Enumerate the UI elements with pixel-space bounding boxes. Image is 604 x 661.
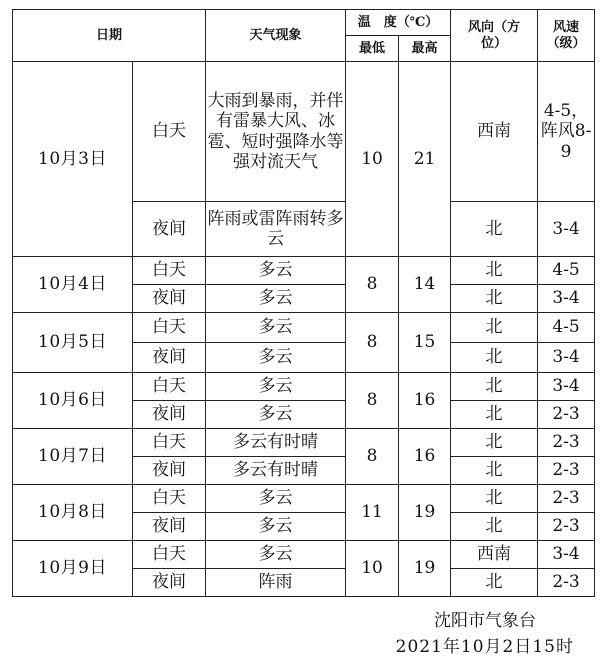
date-cell: 10月9日 <box>13 541 133 597</box>
period-night: 夜间 <box>133 202 206 257</box>
temp-max-cell: 19 <box>399 485 451 541</box>
wind-speed-cell: 2-3 <box>538 401 595 429</box>
period-night: 夜间 <box>133 343 206 373</box>
wind-direction-cell: 西南 <box>451 541 538 569</box>
forecast-table <box>12 9 595 597</box>
weather-cell: 多云 <box>206 343 346 373</box>
weather-cell: 多云 <box>206 257 346 285</box>
weather-cell: 多云 <box>206 541 346 569</box>
table-row <box>13 62 595 202</box>
period-day: 白天 <box>133 373 206 401</box>
wind-speed-cell: 3-4 <box>538 343 595 373</box>
wind-speed-cell: 2-3 <box>538 485 595 513</box>
period-night: 夜间 <box>133 285 206 313</box>
issue-time: 2021年10月2日15时 <box>395 637 574 657</box>
weather-cell: 多云 <box>206 373 346 401</box>
temp-max-cell: 21 <box>399 62 451 257</box>
wind-direction-cell: 北 <box>451 285 538 313</box>
wind-direction-cell: 北 <box>451 429 538 457</box>
wind-speed-cell: 2-3 <box>538 457 595 485</box>
wind-speed-cell: 4-5 <box>538 313 595 343</box>
wind-direction-cell: 北 <box>451 569 538 597</box>
weather-cell: 阵雨或雷阵雨转多云 <box>206 202 346 257</box>
wind-direction-cell: 北 <box>451 485 538 513</box>
period-day: 白天 <box>133 541 206 569</box>
issuing-organization: 沈阳市气象台 <box>434 611 536 631</box>
period-day: 白天 <box>133 429 206 457</box>
wind-direction-cell: 北 <box>451 313 538 343</box>
temp-min-cell: 8 <box>346 373 399 429</box>
temp-min-cell: 10 <box>346 541 399 597</box>
table-row <box>13 485 595 513</box>
date-cell: 10月3日 <box>13 62 133 257</box>
temp-max-cell: 14 <box>399 257 451 313</box>
wind-speed-cell: 4-5，阵风8-9 <box>538 62 595 202</box>
weather-cell: 阵雨 <box>206 569 346 597</box>
wind-speed-cell: 3-4 <box>538 285 595 313</box>
weather-cell: 多云 <box>206 485 346 513</box>
date-cell: 10月6日 <box>13 373 133 429</box>
temp-min-cell: 8 <box>346 429 399 485</box>
temp-min-cell: 8 <box>346 313 399 373</box>
wind-speed-cell: 4-5 <box>538 257 595 285</box>
weather-cell: 多云 <box>206 513 346 541</box>
table-row <box>13 257 595 285</box>
period-night: 夜间 <box>133 569 206 597</box>
header-weather: 天气现象 <box>206 10 346 62</box>
wind-direction-cell: 北 <box>451 343 538 373</box>
temp-max-cell: 16 <box>399 373 451 429</box>
weather-cell: 多云有时晴 <box>206 429 346 457</box>
temp-max-cell: 19 <box>399 541 451 597</box>
wind-direction-cell: 北 <box>451 401 538 429</box>
wind-direction-cell: 北 <box>451 513 538 541</box>
wind-direction-cell: 北 <box>451 457 538 485</box>
temp-min-cell: 10 <box>346 62 399 257</box>
weather-cell: 多云 <box>206 313 346 343</box>
table-row <box>13 373 595 401</box>
header-temp-max: 最高 <box>399 36 451 62</box>
wind-direction-cell: 北 <box>451 202 538 257</box>
wind-speed-cell: 3-4 <box>538 373 595 401</box>
wind-speed-cell: 3-4 <box>538 202 595 257</box>
period-day: 白天 <box>133 257 206 285</box>
date-cell: 10月5日 <box>13 313 133 373</box>
period-night: 夜间 <box>133 513 206 541</box>
temp-min-cell: 8 <box>346 257 399 313</box>
wind-speed-cell: 3-4 <box>538 541 595 569</box>
temp-max-cell: 16 <box>399 429 451 485</box>
wind-speed-cell: 2-3 <box>538 513 595 541</box>
temp-min-cell: 11 <box>346 485 399 541</box>
date-cell: 10月4日 <box>13 257 133 313</box>
weather-cell: 多云 <box>206 401 346 429</box>
wind-direction-cell: 北 <box>451 373 538 401</box>
header-date: 日期 <box>13 10 206 62</box>
period-day: 白天 <box>133 485 206 513</box>
header-wind-direction: 风向（方位） <box>451 10 538 62</box>
table-row <box>13 429 595 457</box>
weather-cell: 多云有时晴 <box>206 457 346 485</box>
table-row <box>13 313 595 343</box>
header-wind-speed: 风速（级） <box>538 10 595 62</box>
date-cell: 10月8日 <box>13 485 133 541</box>
date-cell: 10月7日 <box>13 429 133 485</box>
period-day: 白天 <box>133 313 206 343</box>
weather-cell: 多云 <box>206 285 346 313</box>
forecast-body <box>13 62 595 597</box>
wind-direction-cell: 西南 <box>451 62 538 202</box>
header-temperature: 温 度（℃） <box>346 10 451 36</box>
wind-speed-cell: 2-3 <box>538 569 595 597</box>
period-night: 夜间 <box>133 401 206 429</box>
period-day: 白天 <box>133 62 206 202</box>
period-night: 夜间 <box>133 457 206 485</box>
wind-direction-cell: 北 <box>451 257 538 285</box>
table-row <box>13 541 595 569</box>
wind-speed-cell: 2-3 <box>538 429 595 457</box>
weather-cell: 大雨到暴雨，并伴有雷暴大风、冰雹、短时强降水等强对流天气 <box>206 62 346 202</box>
header-temp-min: 最低 <box>346 36 399 62</box>
temp-max-cell: 15 <box>399 313 451 373</box>
